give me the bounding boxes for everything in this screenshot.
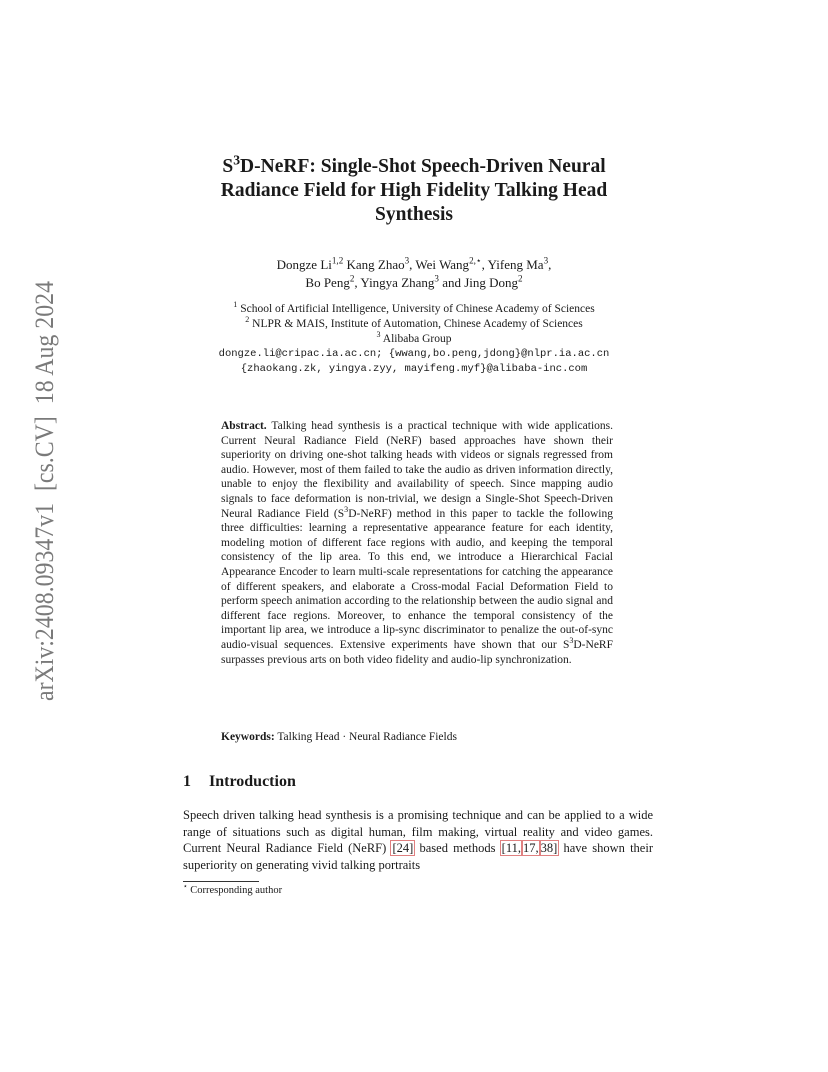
section-heading-introduction [183, 773, 296, 791]
citation-link[interactable]: 17, [523, 841, 539, 856]
author-line-2: Bo Peng$^2$, Yingya Zhang$^3$ and Jing Dong$^2$ [305, 273, 523, 290]
title-line-1: $S^3D$-NeRF: Single-Shot Speech-Driven Neural [222, 152, 606, 177]
abstract-label: Abstract. [221, 420, 267, 432]
author-list [150, 256, 678, 292]
affiliations [150, 302, 678, 377]
email-line-1[interactable]: dongze.li@cripac.ia.ac.cn; {wwang,bo.peng,jdong}@nlpr.ia.ac.cn [218, 348, 610, 360]
abstract: Abstract. Talking head synthesis is a practical technique with wide applications. Current Neural Radiance Field (NeRF) based approaches have shown their superiority on driving one-shot talking heads with videos or signals regressed from audio. However, most of them failed to take the audio as driven information directly, unable to enjoy the flexibility and availability of speech. Since mapping audio signals to face deformation is non-trivial, we design a Single-Shot Speech-Driven Neural Radiance Field $(S^3D-NeRF)$ method in this paper to tackle the following three difficulties: learning a representative appearance feature for each identity, modeling motion of different face regions with audio, and keeping the temporal consistency of the lip area. To this end, we introduce a Hierarchical Facial Appearance Encoder to learn multi-scale representations for catching the appearance of different speakers, and elaborate a Cross-modal Facial Deformation Field to perform speech animation according to the relationship between the audio signal and different face regions. Moreover, to enhance the temporal consistency of the important lip area, we introduce a lip-sync discriminator to penalize the out-of-sync audio-visual sequences. Extensive experiments have shown that our $S^3D$-NeRF surpasses previous arts on both video fidelity and audio-lip synchronization. [221, 420, 614, 666]
affiliation-3: $^3$ Alibaba Group [376, 330, 452, 345]
footnote-mark: ⋆ [183, 881, 188, 891]
email-line-2[interactable]: {zhaokang.zk, yingya.zyy, mayifeng.myf}@alibaba-inc.com [240, 363, 588, 375]
title-line-3: Synthesis [374, 204, 454, 225]
title-line-2: Radiance Field for High Fidelity Talking Head [220, 180, 608, 201]
keywords-text: Talking Head · Neural Radiance Fields [274, 731, 457, 743]
section-title: Introduction [209, 773, 296, 790]
keywords-label: Keywords: [221, 731, 275, 743]
affiliation-1: $^1$ School of Artificial Intelligence, University of Chinese Academy of Sciences [233, 300, 595, 315]
arxiv-identifier [23, 281, 63, 701]
citation-link[interactable]: 38] [540, 841, 558, 856]
keywords [221, 731, 613, 743]
citation-link[interactable]: [24] [392, 841, 414, 856]
footnote: ⋆ Corresponding author [183, 881, 283, 896]
affiliation-2: $^2$ NLPR & MAIS, Institute of Automation, Chinese Academy of Sciences [245, 315, 583, 330]
footnote-divider [183, 881, 259, 882]
arxiv-identifier-text: arXiv:2408.09347v1 [cs.CV] 18 Aug 2024 [30, 281, 59, 701]
paper-title [150, 152, 678, 227]
introduction-paragraph: Speech driven talking head synthesis is a promising technique and can be applied to a wide range of situations such as digital human, film making, virtual reality and video games. Current Neural Radiance Field (NeRF) [24] based methods [11, 17, 38] have shown their superiority on generating vivid talking portraits [183, 808, 653, 872]
section-number: 1 [183, 773, 191, 790]
citation-link[interactable]: [11, [501, 841, 521, 856]
author-line-1: Dongze Li$^{1,2}$ Kang Zhao$^3$, Wei Wang$^{2,⋆}$, Yifeng Ma$^3$, [276, 255, 552, 272]
